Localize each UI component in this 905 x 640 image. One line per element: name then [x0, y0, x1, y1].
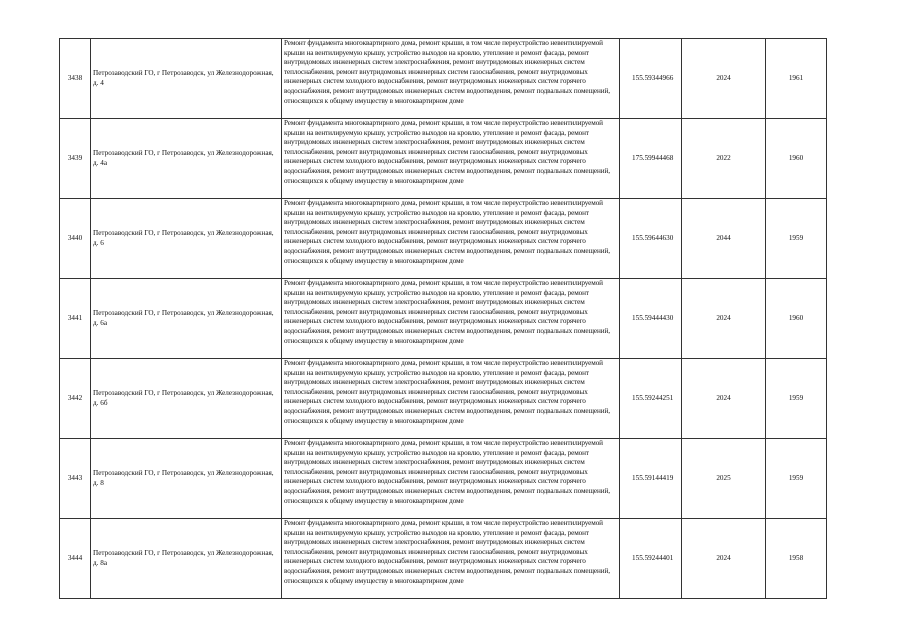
- row-number: 3439: [60, 119, 91, 199]
- planned-year-cell: 2024: [682, 39, 766, 119]
- works-cell: Ремонт фундамента многоквартирного дома, ремонт крыши, в том числе переустройство невентилируемой крыши на вентилируемую крышу, устройство выходов на кровлю, утепление и ремонт фасада, ремонт внутридомовых инженерных систем электроснабжения, ремонт внутридомовых инженерных систем теплоснабжения, ремонт внутридомовых инженерных систем газоснабжения, ремонт внутридомовых инженерных систем холодного водоснабжения, ремонт внутридомовых инженерных систем горячего водоснабжения, ремонт внутридомовых инженерных систем водоотведения, ремонт подвальных помещений, относящихся к общему имуществу в многоквартирном доме: [282, 199, 620, 279]
- built-year-cell: 1961: [766, 39, 827, 119]
- cost-cell: 155.59444430: [620, 279, 682, 359]
- works-cell: Ремонт фундамента многоквартирного дома, ремонт крыши, в том числе переустройство невентилируемой крыши на вентилируемую крышу, устройство выходов на кровлю, утепление и ремонт фасада, ремонт внутридомовых инженерных систем электроснабжения, ремонт внутридомовых инженерных систем теплоснабжения, ремонт внутридомовых инженерных систем газоснабжения, ремонт внутридомовых инженерных систем холодного водоснабжения, ремонт внутридомовых инженерных систем горячего водоснабжения, ремонт внутридомовых инженерных систем водоотведения, ремонт подвальных помещений, относящихся к общему имуществу в многоквартирном доме: [282, 279, 620, 359]
- table-row: [60, 119, 827, 199]
- table-row: [60, 279, 827, 359]
- table-row: [60, 519, 827, 599]
- planned-year-cell: 2024: [682, 359, 766, 439]
- works-cell: Ремонт фундамента многоквартирного дома, ремонт крыши, в том числе переустройство невентилируемой крыши на вентилируемую крышу, устройство выходов на кровлю, утепление и ремонт фасада, ремонт внутридомовых инженерных систем электроснабжения, ремонт внутридомовых инженерных систем теплоснабжения, ремонт внутридомовых инженерных систем газоснабжения, ремонт внутридомовых инженерных систем холодного водоснабжения, ремонт внутридомовых инженерных систем горячего водоснабжения, ремонт внутридомовых инженерных систем водоотведения, ремонт подвальных помещений, относящихся к общему имуществу в многоквартирном доме: [282, 519, 620, 599]
- row-number: 3444: [60, 519, 91, 599]
- table-row: [60, 439, 827, 519]
- address-cell: Петрозаводский ГО, г Петрозаводск, ул Железнодорожная, д. 4: [91, 39, 282, 119]
- built-year-cell: 1958: [766, 519, 827, 599]
- planned-year-cell: 2024: [682, 519, 766, 599]
- works-cell: Ремонт фундамента многоквартирного дома, ремонт крыши, в том числе переустройство невентилируемой крыши на вентилируемую крышу, устройство выходов на кровлю, утепление и ремонт фасада, ремонт внутридомовых инженерных систем электроснабжения, ремонт внутридомовых инженерных систем теплоснабжения, ремонт внутридомовых инженерных систем газоснабжения, ремонт внутридомовых инженерных систем холодного водоснабжения, ремонт внутридомовых инженерных систем горячего водоснабжения, ремонт внутридомовых инженерных систем водоотведения, ремонт подвальных помещений, относящихся к общему имуществу в многоквартирном доме: [282, 439, 620, 519]
- planned-year-cell: 2025: [682, 439, 766, 519]
- planned-year-cell: 2044: [682, 199, 766, 279]
- address-cell: Петрозаводский ГО, г Петрозаводск, ул Железнодорожная, д. 4а: [91, 119, 282, 199]
- works-cell: Ремонт фундамента многоквартирного дома, ремонт крыши, в том числе переустройство невентилируемой крыши на вентилируемую крышу, устройство выходов на кровлю, утепление и ремонт фасада, ремонт внутридомовых инженерных систем электроснабжения, ремонт внутридомовых инженерных систем теплоснабжения, ремонт внутридомовых инженерных систем газоснабжения, ремонт внутридомовых инженерных систем холодного водоснабжения, ремонт внутридомовых инженерных систем горячего водоснабжения, ремонт внутридомовых инженерных систем водоотведения, ремонт подвальных помещений, относящихся к общему имуществу в многоквартирном доме: [282, 119, 620, 199]
- planned-year-cell: 2022: [682, 119, 766, 199]
- row-number: 3440: [60, 199, 91, 279]
- built-year-cell: 1959: [766, 199, 827, 279]
- row-number: 3443: [60, 439, 91, 519]
- table-row: [60, 199, 827, 279]
- built-year-cell: 1959: [766, 359, 827, 439]
- cost-cell: 155.59344966: [620, 39, 682, 119]
- built-year-cell: 1960: [766, 119, 827, 199]
- row-number: 3441: [60, 279, 91, 359]
- built-year-cell: 1959: [766, 439, 827, 519]
- row-number: 3442: [60, 359, 91, 439]
- address-cell: Петрозаводский ГО, г Петрозаводск, ул Железнодорожная, д. 8а: [91, 519, 282, 599]
- cost-cell: 155.59644630: [620, 199, 682, 279]
- planned-year-cell: 2024: [682, 279, 766, 359]
- address-cell: Петрозаводский ГО, г Петрозаводск, ул Железнодорожная, д. 6б: [91, 359, 282, 439]
- works-cell: Ремонт фундамента многоквартирного дома, ремонт крыши, в том числе переустройство невентилируемой крыши на вентилируемую крышу, устройство выходов на кровлю, утепление и ремонт фасада, ремонт внутридомовых инженерных систем электроснабжения, ремонт внутридомовых инженерных систем теплоснабжения, ремонт внутридомовых инженерных систем газоснабжения, ремонт внутридомовых инженерных систем холодного водоснабжения, ремонт внутридомовых инженерных систем горячего водоснабжения, ремонт внутридомовых инженерных систем водоотведения, ремонт подвальных помещений, относящихся к общему имуществу в многоквартирном доме: [282, 359, 620, 439]
- cost-cell: 175.59944468: [620, 119, 682, 199]
- cost-cell: 155.59244251: [620, 359, 682, 439]
- cost-cell: 155.59144419: [620, 439, 682, 519]
- table-row: [60, 39, 827, 119]
- address-cell: Петрозаводский ГО, г Петрозаводск, ул Железнодорожная, д. 8: [91, 439, 282, 519]
- row-number: 3438: [60, 39, 91, 119]
- table-row: [60, 359, 827, 439]
- address-cell: Петрозаводский ГО, г Петрозаводск, ул Железнодорожная, д. 6а: [91, 279, 282, 359]
- address-cell: Петрозаводский ГО, г Петрозаводск, ул Железнодорожная, д. 6: [91, 199, 282, 279]
- built-year-cell: 1960: [766, 279, 827, 359]
- works-cell: Ремонт фундамента многоквартирного дома, ремонт крыши, в том числе переустройство невентилируемой крыши на вентилируемую крышу, устройство выходов на кровлю, утепление и ремонт фасада, ремонт внутридомовых инженерных систем электроснабжения, ремонт внутридомовых инженерных систем теплоснабжения, ремонт внутридомовых инженерных систем газоснабжения, ремонт внутридомовых инженерных систем холодного водоснабжения, ремонт внутридомовых инженерных систем горячего водоснабжения, ремонт внутридомовых инженерных систем водоотведения, ремонт подвальных помещений, относящихся к общему имуществу в многоквартирном доме: [282, 39, 620, 119]
- repair-register-table: [59, 38, 827, 599]
- cost-cell: 155.59244401: [620, 519, 682, 599]
